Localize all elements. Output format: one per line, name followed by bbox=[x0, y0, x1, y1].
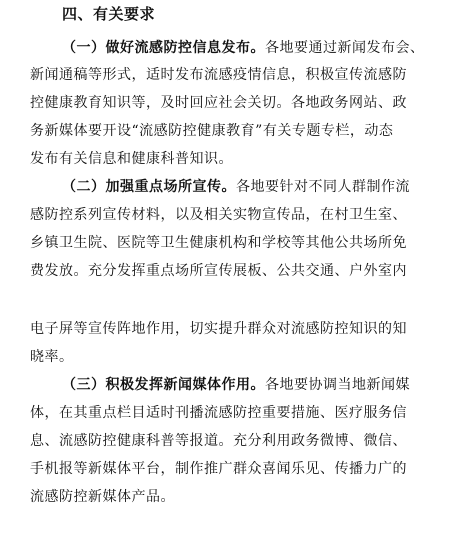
paragraph-1-line: 各地要通过新闻发布会、 bbox=[265, 40, 425, 56]
section-title: 四、有关要求 bbox=[62, 5, 156, 23]
paragraph-3-line: 各地要协调当地新闻媒 bbox=[265, 377, 410, 393]
paragraph-2-line: 感防控系列宣传材料，以及相关实物宣传品，在村卫生室、 bbox=[30, 207, 407, 223]
paragraph-1-line: 发布有关信息和健康科普知识。 bbox=[30, 151, 233, 167]
paragraph-3-line: 息、流感防控健康科普等报道。充分利用政务微博、微信、 bbox=[30, 433, 407, 449]
paragraph-1-line: 务新媒体要开设“流感防控健康教育”有关专题专栏，动态 bbox=[30, 123, 394, 139]
paragraph-2-continued-line: 晓率。 bbox=[30, 349, 74, 365]
paragraph-3-first-line bbox=[62, 375, 410, 395]
paragraph-2-line: 各地要针对不同人群制作流 bbox=[236, 179, 410, 195]
paragraph-3-line: 流感防控新媒体产品。 bbox=[30, 489, 175, 505]
paragraph-2-continued-line: 电子屏等宣传阵地作用，切实提升群众对流感防控知识的知 bbox=[30, 321, 407, 337]
paragraph-2-heading: （二）加强重点场所宣传。 bbox=[62, 179, 236, 195]
paragraph-1-line: 新闻通稿等形式，适时发布流感疫情信息，积极宣传流感防 bbox=[30, 67, 407, 83]
paragraph-3-line: 手机报等新媒体平台，制作推广群众喜闻乐见、传播力广的 bbox=[30, 461, 407, 477]
paragraph-2-line: 费发放。充分发挥重点场所宣传展板、公共交通、户外室内 bbox=[30, 263, 407, 279]
paragraph-1-first-line bbox=[62, 38, 425, 58]
paragraph-2-first-line bbox=[62, 177, 410, 197]
paragraph-1-heading: （一）做好流感防控信息发布。 bbox=[62, 40, 265, 56]
paragraph-2-line: 乡镇卫生院、医院等卫生健康机构和学校等其他公共场所免 bbox=[30, 235, 407, 251]
paragraph-3-line: 体，在其重点栏目适时刊播流感防控重要措施、医疗服务信 bbox=[30, 405, 407, 421]
paragraph-1-line: 控健康教育知识等，及时回应社会关切。各地政务网站、政 bbox=[30, 95, 407, 111]
paragraph-3-heading: （三）积极发挥新闻媒体作用。 bbox=[62, 377, 265, 393]
